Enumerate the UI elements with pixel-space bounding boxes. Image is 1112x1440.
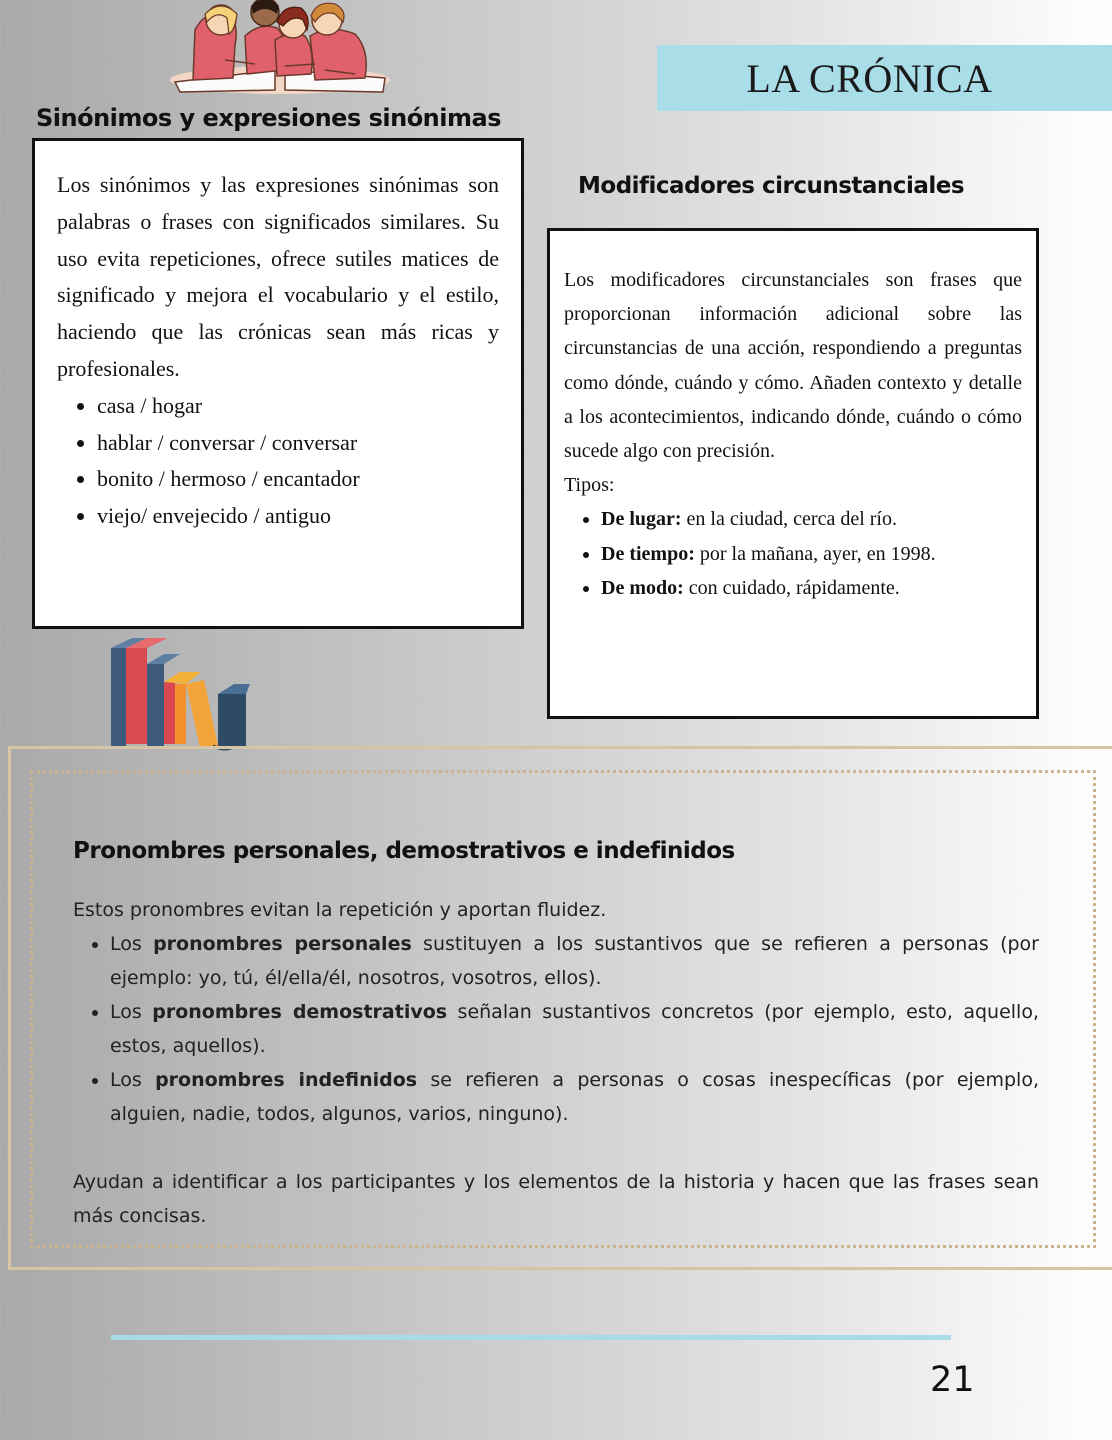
list-item xyxy=(110,927,1039,995)
list-item xyxy=(601,502,1022,536)
item-term: pronombres indefinidos xyxy=(155,1069,418,1091)
modificadores-box xyxy=(547,228,1039,719)
page-title: LA CRÓNICA xyxy=(746,55,993,101)
students-reading-illustration xyxy=(165,0,395,98)
item-text: sustituyen a los sustantivos que se refieren a personas (por ejemplo: yo, tú, él/ella/él, nosotros, vosotros, ellos). xyxy=(110,933,1039,989)
spacer xyxy=(73,1131,1039,1165)
modificadores-heading: Modificadores circunstanciales xyxy=(578,173,965,199)
list-item: • casa / hogar xyxy=(97,388,499,425)
page-number: 21 xyxy=(930,1360,975,1400)
list-item: • hablar / conversar / conversar xyxy=(97,425,499,462)
pronombres-list xyxy=(73,927,1039,1131)
tipo-label: De lugar: xyxy=(601,508,682,531)
books-illustration xyxy=(108,634,253,758)
pronombres-body xyxy=(73,893,1039,1233)
tipos-list xyxy=(564,502,1022,605)
tipos-label: Tipos: xyxy=(564,474,615,497)
sinonimos-box xyxy=(32,138,524,629)
list-item xyxy=(110,995,1039,1063)
item-text: señalan sustantivos concretos (por ejemplo, esto, aquello, estos, aquellos). xyxy=(110,1001,1039,1057)
tipo-text: en la ciudad, cerca del río. xyxy=(681,508,897,531)
sinonimos-list xyxy=(57,388,499,535)
tipo-label: De tiempo: xyxy=(601,542,695,565)
item-prefix: Los xyxy=(110,1001,153,1023)
tipo-text: por la mañana, ayer, en 1998. xyxy=(694,542,936,565)
item-text: se refieren a personas o cosas inespecíficas (por ejemplo, alguien, nadie, todos, algunos, varios, ninguno). xyxy=(110,1069,1039,1125)
modificadores-body: Los modificadores circunstanciales son frases que proporcionan información adicional sobre las circunstancias de una acción, respondiendo a preguntas como dónde, cuándo y cómo. Añaden contexto y detalle a los acontecimientos, indicando dónde, cuándo o cómo sucede algo con precisión. xyxy=(564,269,1022,463)
item-prefix: Los xyxy=(110,1069,156,1091)
item-term: pronombres demostrativos xyxy=(152,1001,448,1023)
list-item xyxy=(601,571,1022,605)
list-item: • bonito / hermoso / encantador xyxy=(97,461,499,498)
sinonimos-heading: Sinónimos y expresiones sinónimas xyxy=(36,104,501,132)
item-term: pronombres personales xyxy=(153,933,412,955)
footer-divider xyxy=(111,1335,951,1340)
tipo-text: con cuidado, rápidamente. xyxy=(683,576,900,599)
list-item xyxy=(110,1063,1039,1131)
item-prefix: Los xyxy=(110,933,154,955)
list-item: • viejo/ envejecido / antiguo xyxy=(97,498,499,535)
tipo-label: De modo: xyxy=(601,576,684,599)
list-item xyxy=(601,537,1022,571)
pronombres-intro: Estos pronombres evitan la repetición y aportan fluidez. xyxy=(73,899,607,921)
sinonimos-body: Los sinónimos y las expresiones sinónimas son palabras o frases con significados similares. Su uso evita repeticiones, ofrece sutiles matices de significado y mejora el vocabulario y el estilo, haciendo que las crónicas sean más ricas y profesionales. xyxy=(57,172,499,381)
pronombres-outro: Ayudan a identificar a los participantes y los elementos de la historia y hacen que las frases sean más concisas. xyxy=(73,1171,1039,1227)
pronombres-heading: Pronombres personales, demostrativos e indefinidos xyxy=(73,838,735,864)
title-banner xyxy=(657,45,1112,111)
